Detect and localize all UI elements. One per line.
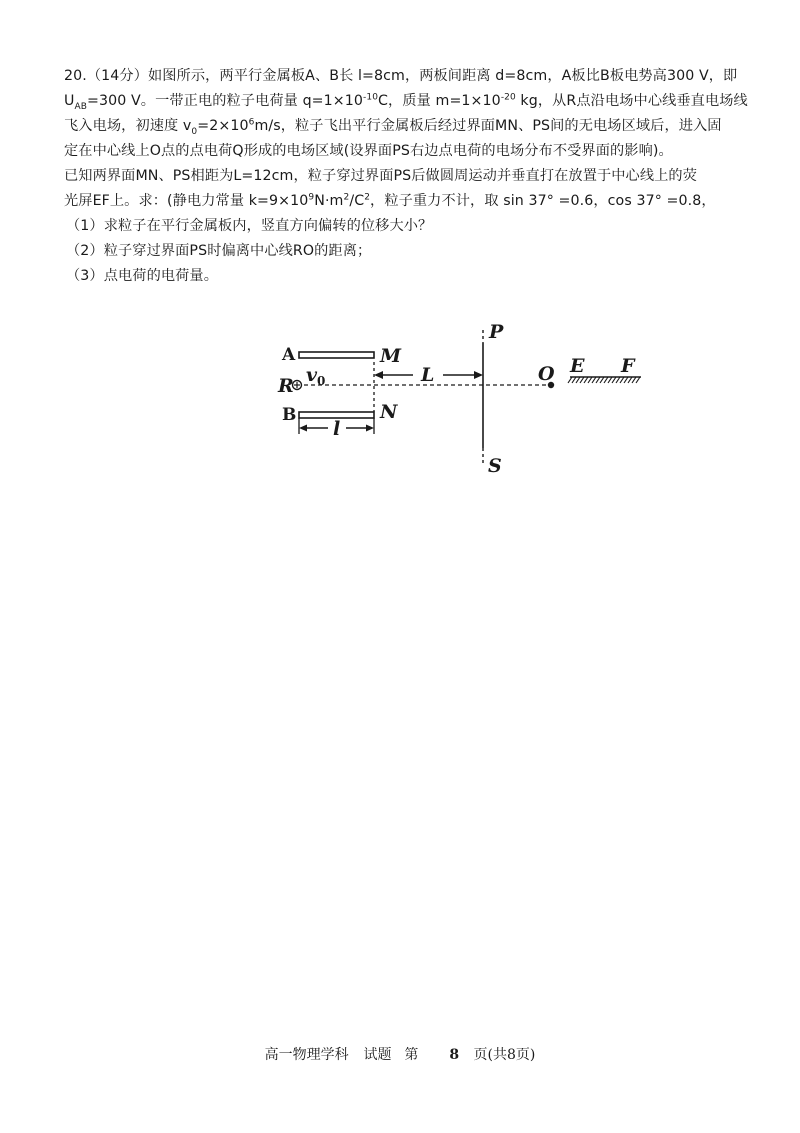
footer-subject: 高一物理学科 bbox=[264, 1047, 349, 1063]
problem-line-6 bbox=[64, 189, 748, 214]
question-2: （2）粒子穿过界面PS时偏离中心线RO的距离； bbox=[66, 243, 372, 259]
label-small-l: l bbox=[333, 418, 341, 440]
diagram-svg bbox=[270, 318, 650, 478]
label-p: P bbox=[489, 321, 504, 343]
dim-l-left-arrowhead bbox=[374, 371, 383, 379]
question-1: （1）求粒子在平行金属板内，竖直方向偏转的位移大小？ bbox=[66, 218, 433, 234]
line6-text-a: 光屏EF上。求：(静电力常量 k=9×10 bbox=[64, 193, 309, 209]
line2-text-b: C，质量 m=1×10 bbox=[378, 93, 501, 109]
line6-text-b: N·m bbox=[314, 193, 344, 209]
v0-subscript: 0 bbox=[191, 126, 198, 137]
footer-page-number: 8 bbox=[449, 1047, 460, 1063]
label-f: F bbox=[621, 355, 635, 377]
k-exponent: 9 bbox=[308, 192, 315, 203]
label-m: M bbox=[380, 345, 402, 367]
label-e: E bbox=[570, 355, 585, 377]
plate-a bbox=[299, 352, 374, 358]
line3-text-b: =2×10 bbox=[197, 118, 249, 134]
question-3: （3）点电荷的电荷量。 bbox=[66, 268, 219, 284]
problem-line-2 bbox=[64, 89, 748, 114]
m-exponent: 2 bbox=[343, 192, 350, 203]
velocity-exponent: 6 bbox=[248, 117, 255, 128]
screen-hatching bbox=[568, 377, 640, 383]
physics-diagram bbox=[270, 318, 650, 478]
dim-plate-left-arrowhead bbox=[299, 425, 307, 432]
u-symbol: U bbox=[64, 93, 75, 109]
problem-line-5: 已知两界面MN、PS相距为L=12cm，粒子穿过界面PS后做圆周运动并垂直打在放置于中心线上的荧 bbox=[64, 168, 697, 184]
label-big-l: L bbox=[421, 364, 435, 386]
line6-text-c: /C bbox=[349, 193, 365, 209]
label-b: B bbox=[282, 405, 297, 425]
mass-exponent: -20 bbox=[500, 92, 516, 103]
line2-text-c: kg，从R点沿电场中心线垂直电场线 bbox=[515, 93, 748, 109]
problem-line-4: 定在中心线上O点的点电荷Q形成的电场区域(设界面PS右边点电荷的电场分布不受界面的影响)。 bbox=[64, 143, 673, 159]
footer-page-prefix: 第 bbox=[404, 1047, 419, 1063]
label-s: S bbox=[488, 455, 502, 477]
dim-l-right-arrowhead bbox=[474, 371, 483, 379]
line3-text-a: 飞入电场，初速度 v bbox=[64, 118, 192, 134]
page-footer bbox=[0, 1044, 800, 1064]
problem-20 bbox=[64, 64, 748, 289]
c-exponent: 2 bbox=[364, 192, 371, 203]
label-v-sub: 0 bbox=[317, 374, 326, 388]
line6-text-d: ，粒子重力不计，取 sin 37° =0.6，cos 37° =0.8， bbox=[370, 193, 716, 209]
u-subscript: AB bbox=[74, 101, 88, 112]
label-v: v bbox=[306, 364, 318, 386]
line2-text-a: =300 V。一带正电的粒子电荷量 q=1×10 bbox=[87, 93, 364, 109]
dim-plate-right-arrowhead bbox=[366, 425, 374, 432]
line3-text-c: m/s，粒子飞出平行金属板后经过界面MN、PS间的无电场区域后，进入固 bbox=[254, 118, 722, 134]
problem-line-1: 20.（14分）如图所示，两平行金属板A、B长 l=8cm，两板间距离 d=8cm，A板比B板电势高300 V，即 bbox=[64, 68, 738, 84]
label-r: R bbox=[278, 375, 294, 397]
label-a: A bbox=[282, 345, 296, 365]
footer-exam: 试题 bbox=[363, 1047, 392, 1063]
label-n: N bbox=[380, 401, 398, 423]
problem-line-3 bbox=[64, 114, 748, 139]
label-o: O bbox=[538, 363, 555, 385]
charge-exponent: -10 bbox=[363, 92, 379, 103]
footer-page-suffix: 页(共8页) bbox=[473, 1047, 536, 1063]
